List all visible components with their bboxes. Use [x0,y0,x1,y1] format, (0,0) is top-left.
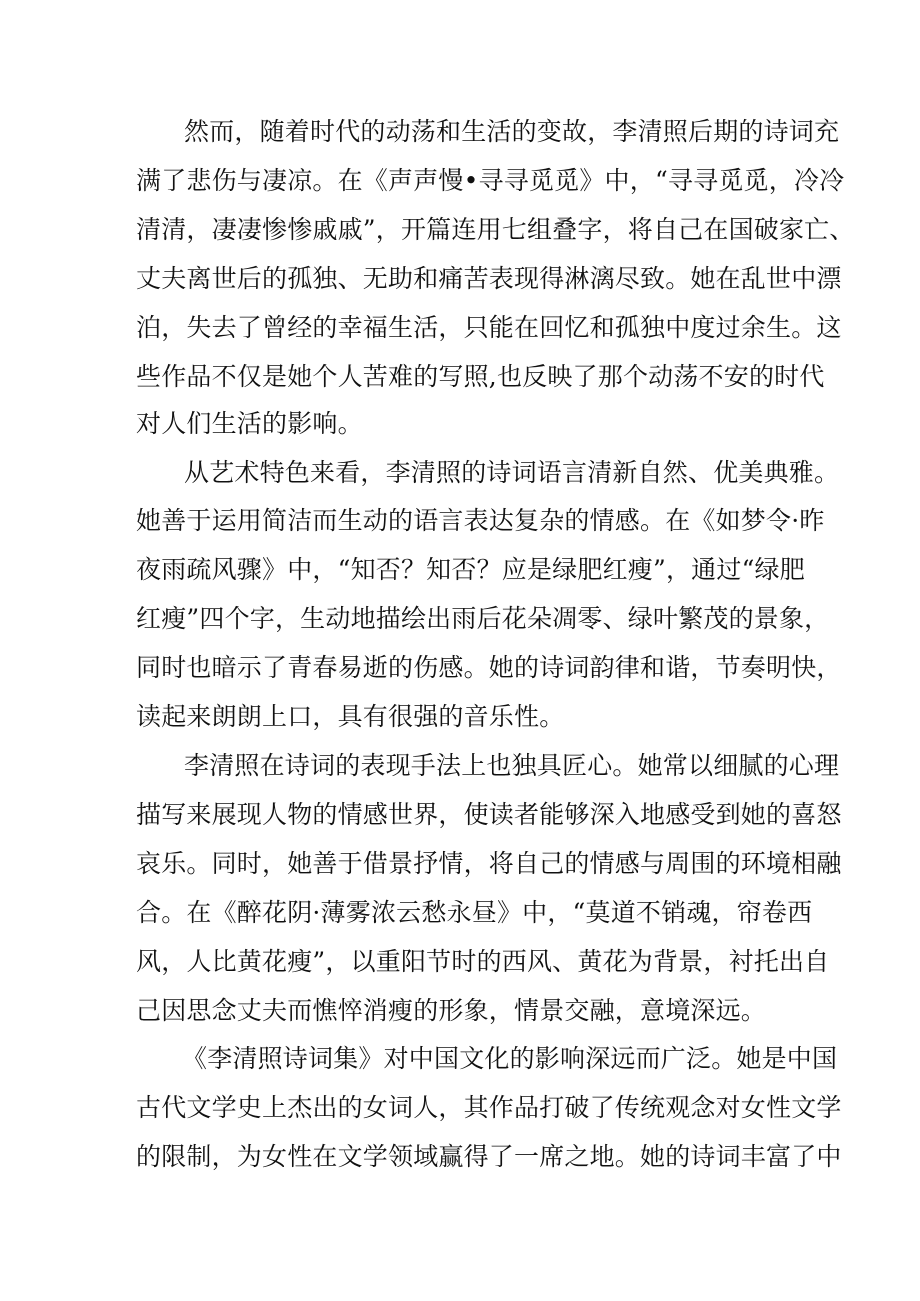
paragraph-4-line-1: 《李清照诗词集》对中国文化的影响深远而广泛。她是中国 [182,1044,838,1073]
paragraph-1-line-4: 丈夫离世后的孤独、无助和痛苦表现得淋漓尽致。她在乱世中漂 [136,264,842,293]
paragraph-1-line-3: 清清，凄凄惨惨戚戚”，开篇连用七组叠字，将自己在国破家亡、 [136,215,855,244]
paragraph-4-line-3: 的限制，为女性在文学领域赢得了一席之地。她的诗词丰富了中 [136,1142,842,1171]
paragraph-3-line-6: 己因思念丈夫而憔悴消瘦的形象，情景交融，意境深远。 [136,996,767,1025]
paragraph-2-line-2: 她善于运用简洁而生动的语言表达复杂的情感。在《如梦令·昨 [136,506,825,535]
paragraph-2-line-5: 同时也暗示了青春易逝的伤感。她的诗词韵律和谐，节奏明快， [136,653,842,682]
paragraph-1-line-1: 然而，随着时代的动荡和生活的变故，李清照后期的诗词充 [184,117,840,146]
paragraph-4-line-2: 古代文学史上杰出的女词人，其作品打破了传统观念对女性文学 [136,1093,842,1122]
paragraph-2-line-6: 读起来朗朗上口，具有很强的音乐性。 [136,702,565,731]
paragraph-1-line-5: 泊，失去了曾经的幸福生活，只能在回忆和孤独中度过余生。这 [136,313,842,342]
paragraph-3-line-4: 合。在《醉花阴·薄雾浓云愁永昼》中，“莫道不销魂，帘卷西 [136,898,813,927]
paragraph-3-line-5: 风，人比黄花瘦”，以重阳节时的西风、黄花为背景，衬托出自 [136,947,830,976]
paragraph-3-line-1: 李清照在诗词的表现手法上也独具匠心。她常以细腻的心理 [184,751,840,780]
paragraph-1-line-6: 些作品不仅是她个人苦难的写照,也反映了那个动荡不安的时代 [136,362,825,391]
paragraph-2-line-3: 夜雨疏风骤》中，“知否？知否？应是绿肥红瘦”，通过“绿肥 [136,555,805,584]
paragraph-3-line-3: 哀乐。同时，她善于借景抒情，将自己的情感与周围的环境相融 [136,849,842,878]
paragraph-1-line-7: 对人们生活的影响。 [136,409,363,438]
paragraph-2-line-1: 从艺术特色来看，李清照的诗词语言清新自然、优美典雅。 [184,458,840,487]
paragraph-2-line-4: 红瘦”四个字，生动地描绘出雨后花朵凋零、绿叶繁茂的景象， [136,604,830,633]
paragraph-1-line-2: 满了悲伤与凄凉。在《声声慢•寻寻觅觅》中，“寻寻觅觅，冷冷 [136,166,845,195]
paragraph-3-line-2: 描写来展现人物的情感世界，使读者能够深入地感受到她的喜怒 [136,800,842,829]
